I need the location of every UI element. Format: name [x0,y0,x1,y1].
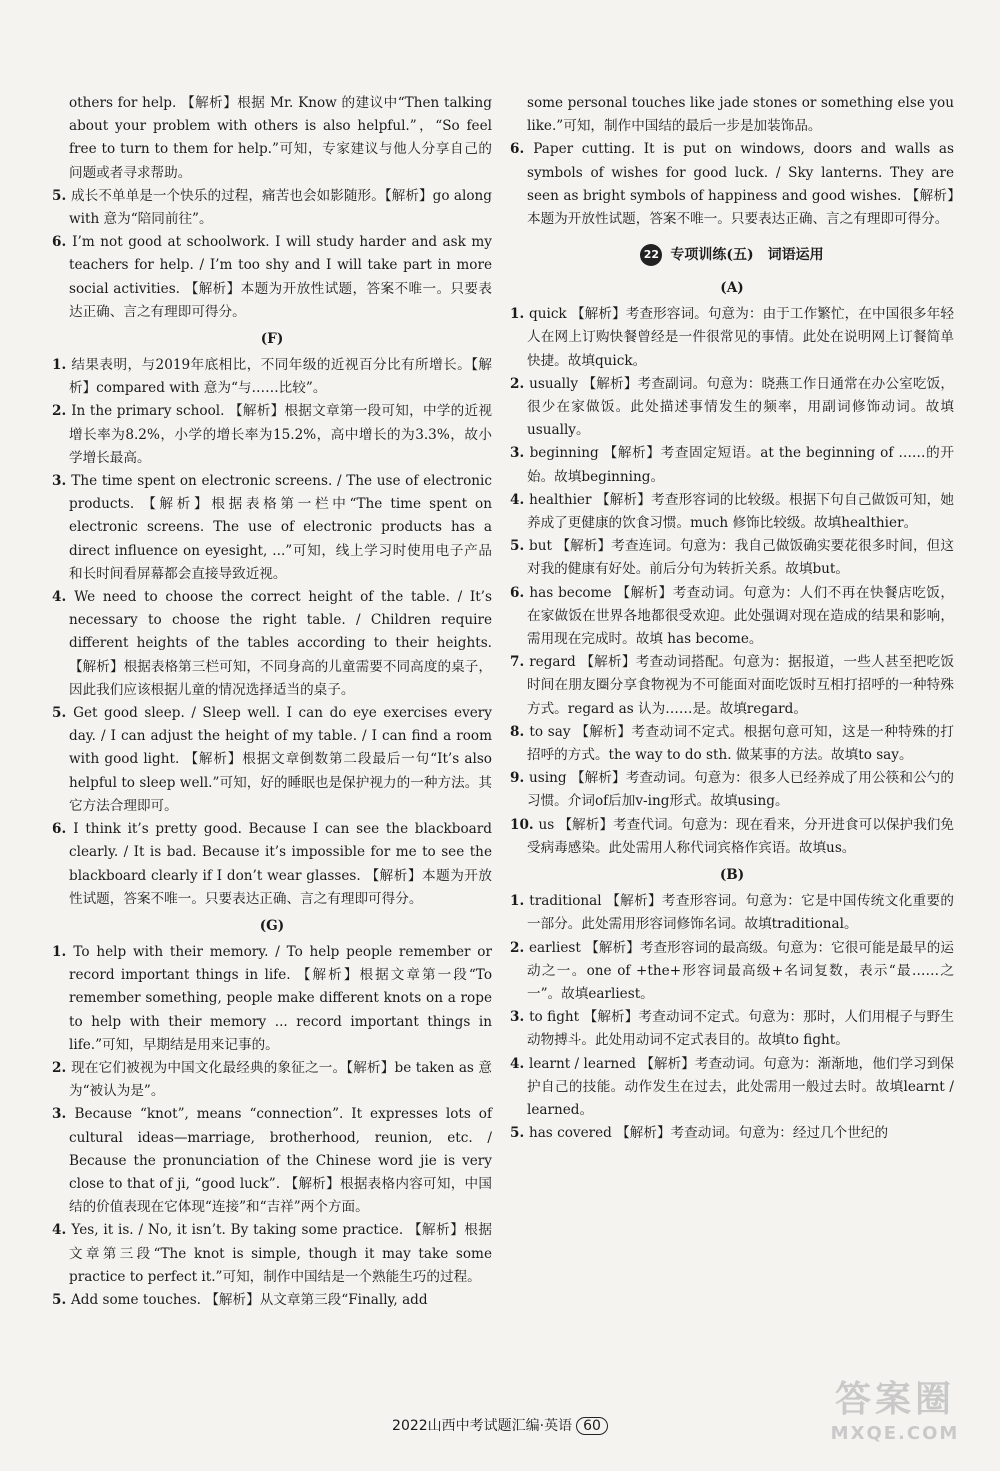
answer-text: Get good sleep. / Sleep well. I can do eye exercises every day. / I can adjust the height of my table. / I can find a room with good light. 【解析】根据文章倒数第二段最后一句“It’s also helpful to sleep well.”可知，好的睡眠也是保护视力的一种方法。其它方法合理即可。 [69,705,492,814]
answer-item [52,1219,492,1289]
answer-item [510,767,954,813]
answer-text: regard 【解析】考查动词搭配。句意为：据报道，一些人甚至把吃饭时间在朋友圈分享食物视为不可能面对面吃饭时互相打招呼的一种特殊方式。regard as 认为……是。故填regard。 [527,654,954,717]
answer-item [52,702,492,818]
answer-text: to say 【解析】考查动词不定式。根据句意可知，这是一种特殊的打招呼的方式。the way to do sth. 做某事的方法。故填to say。 [527,723,954,764]
answer-item [510,442,954,488]
section-label: (G) [259,917,285,934]
answer-item [52,1103,492,1219]
answer-item [510,814,954,860]
answer-item [52,231,492,324]
answer-text: beginning 【解析】考查固定短语。at the beginning of ……的开始。故填beginning。 [527,445,954,485]
answer-item [510,138,954,231]
watermark-logo [810,1377,980,1457]
answer-item [52,400,492,470]
answer-continuation [52,92,492,185]
answer-item [52,818,492,911]
answer-text: learnt / learned 【解析】考查动词。句意为：渐渐地，他们学习到保护自己的技能。动作发生在过去，此处需用一般过去时。故填learnt / learned。 [527,1055,954,1118]
item-number: 2. [510,375,530,392]
item-number: 1. [510,893,530,910]
right-column [510,92,954,1145]
section-title [510,241,954,269]
answer-item [52,354,492,400]
answer-item [510,1006,954,1052]
answer-text: 结果表明，与2019年底相比，不同年级的近视百分比有所增长。【解析】compared with 意为“与……比较”。 [69,357,492,397]
section-label: (F) [260,331,284,348]
item-number: 4. [52,1222,72,1239]
item-number: 8. [510,723,530,740]
item-number: 10. [510,816,539,833]
answer-item [52,1289,492,1312]
answer-item [510,890,954,936]
answer-item [510,651,954,721]
section-label: (A) [720,280,744,297]
answer-text: The time spent on electronic screens. / The use of electronic products. 【解析】根据表格第一栏中“The time spent on electronic screens. The use of electronic products has a direct influence on eyesight, ...”可知，线上学习时使用电子产品和长时间看屏幕都会直接导致近视。 [69,473,492,582]
item-number: 1. [52,943,74,960]
item-number: 1. [510,306,530,323]
answer-item [52,470,492,586]
item-number: 3. [52,473,72,490]
answer-text: some personal touches like jade stones or something else you like.”可知，制作中国结的最后一步是加装饰品。 [527,95,954,135]
answer-text: but 【解析】考查连词。句意为：我自己做饭确实要花很多时间，但这对我的健康有好处。前后分句为转折关系。故填but。 [527,538,954,578]
section-label: (B) [719,867,745,884]
item-number: 6. [52,821,74,838]
answer-text: to fight 【解析】考查动词不定式。句意为：那时，人们用棍子与野生动物搏斗。此处用动词不定式表目的。故填to fight。 [527,1009,954,1049]
item-number: 7. [510,654,530,671]
answer-item [510,1122,954,1145]
left-column [52,92,492,1312]
answer-item [510,1053,954,1123]
answer-item [52,586,492,702]
answer-text: Yes, it is. / No, it isn’t. By taking some practice. 【解析】根据文章第三段“The knot is simple, though it may take some practice to perfect it.”可知，制作中国结是一个熟能生巧的过程。 [69,1222,492,1285]
item-number: 4. [510,1055,529,1072]
answer-text: healthier 【解析】考查形容词的比较级。根据下句自己做饭可知，她养成了更健康的饮食习惯。much 修饰比较级。故填healthier。 [527,491,954,532]
answer-item [510,535,954,581]
item-number: 6. [510,141,534,158]
watermark-title: 答案圈 [834,1379,955,1420]
item-number: 4. [510,491,530,508]
answer-text: earliest 【解析】考查形容词的最高级。句意为：它很可能是最早的运动之一。one of +the+形容词最高级+名词复数，表示“最……之一”。故填earliest。 [527,939,954,1002]
answer-item [510,373,954,443]
answer-item [510,582,954,652]
item-number: 1. [52,357,72,374]
answer-item [510,303,954,373]
answer-text: us 【解析】考查代词。句意为：现在看来，分开进食可以保护我们免受病毒感染。此处需用人称代词宾格作宾语。故填us。 [527,816,954,856]
answer-text: I think it’s pretty good. Because I can see the blackboard clearly. / It is bad. Because it’s impossible for me to see the blackboard clearly if I don’t wear glasses. 【解析】本题为开放性试题，答案不唯一。只要表达正确、言之有理即可得分。 [69,821,492,907]
answer-item [510,721,954,767]
item-number: 2. [52,1059,72,1076]
answer-text: has covered 【解析】考查动词。句意为：经过几个世纪的 [528,1125,889,1142]
footer-title: 2022山西中考试题汇编·英语 [392,1418,573,1434]
answer-text: Because “knot”, means “connection”. It expresses lots of cultural ideas—marriage, brotherhood, reunion, etc. / Because the pronunciation of the Chinese word jie is very close to that of ji, “good luck”. 【解析】根据表格内容可知，中国结的价值表现在它体现“连接”和“吉祥”两个方面。 [69,1106,492,1216]
answer-text: Paper cutting. It is put on windows, doors and walls as symbols of wishes for good luck. / Sky lanterns. They are seen as bright symbols of happiness and good wishes. 【解析】本题为开放性试题，答案不唯一。只要表达正确、言之有理即可得分。 [527,141,954,228]
watermark-url: MXQE.COM [830,1423,960,1444]
answer-text: traditional 【解析】考查形容词。句意为：它是中国传统文化重要的一部分。此处需用形容词修饰名词。故填traditional。 [527,893,954,933]
item-number: 3. [510,445,530,462]
answer-text: 成长不单单是一个快乐的过程，痛苦也会如影随形。【解析】go along with 意为“陪同前往”。 [69,187,492,228]
item-number: 5. [52,187,71,204]
item-number: 6. [510,584,530,601]
answer-item [510,489,954,535]
section-number-badge: 22 [640,244,662,266]
answer-text: 现在它们被视为中国文化最经典的象征之一。【解析】be taken as 意为“被认为是”。 [69,1059,492,1100]
answer-text: We need to choose the correct height of the table. / It’s necessary to choose the right table. / Children require different heights of the tables according to their heights. 【解析】根据表格第三栏可知，不同身高的儿童需要不同高度的桌子，因此我们应该根据儿童的情况选择适当的桌子。 [69,589,492,698]
answer-continuation [510,92,954,138]
item-number: 9. [510,770,530,787]
answer-text: quick 【解析】考查形容词。句意为：由于工作繁忙，在中国很多年轻人在网上订购快餐曾经是一件很常见的事情。此处在说明网上订餐简单快捷。故填quick。 [527,306,954,369]
item-number: 2. [52,403,72,420]
answer-text: I’m not good at schoolwork. I will study harder and ask my teachers for help. / I’m too shy and I will take part in more social activities. 【解析】本题为开放性试题，答案不唯一。只要表达正确、言之有理即可得分。 [69,234,492,320]
item-number: 5. [510,538,530,555]
answer-text: To help with their memory. / To help people remember or record important things in life. 【解析】根据文章第一段“To remember something, people make different knots on a rope to help with their memory ... record important things in life.”可知，早期结是用来记事的。 [69,943,492,1053]
answer-text: Add some touches. 【解析】从文章第三段“Finally, add [70,1291,428,1308]
answer-text: usually 【解析】考查副词。句意为：晓燕工作日通常在办公室吃饭，很少在家做饭。此处描述事情发生的频率，用副词修饰动词。故填usually。 [527,375,954,439]
item-number: 5. [52,705,74,722]
page-number: 60 [576,1417,608,1435]
answer-text: has become 【解析】考查动词。句意为：人们不再在快餐店吃饭，在家做饭在世界各地都很受欢迎。此处强调对现在造成的结果和影响，需用现在完成时。故填 has become。 [527,584,954,648]
answer-text: using 【解析】考查动词。句意为：很多人已经养成了用公筷和公勺的习惯。介词of后加v-ing形式。故填using。 [527,770,954,810]
item-number: 6. [52,234,73,251]
item-number: 3. [510,1009,530,1026]
answer-item [52,185,492,231]
section-title-text: 专项训练(五) 词语运用 [670,247,824,264]
item-number: 2. [510,939,529,956]
answer-text: others for help. 【解析】根据 Mr. Know 的建议中“Then talking about your problem with others is also helpful.”，“So feel free to turn to them for help.”可知，专家建议与他人分享自己的问题或者寻求帮助。 [69,95,492,181]
answer-item [510,937,954,1007]
item-number: 3. [52,1106,75,1123]
item-number: 5. [52,1291,71,1308]
answer-item [52,1057,492,1103]
answer-text: In the primary school. 【解析】根据文章第一段可知，中学的近视增长率为8.2%，小学的增长率为15.2%，高中增长的为3.3%，故小学增长最高。 [69,403,492,466]
item-number: 5. [510,1125,529,1142]
item-number: 4. [52,589,75,606]
answer-item [52,941,492,1057]
